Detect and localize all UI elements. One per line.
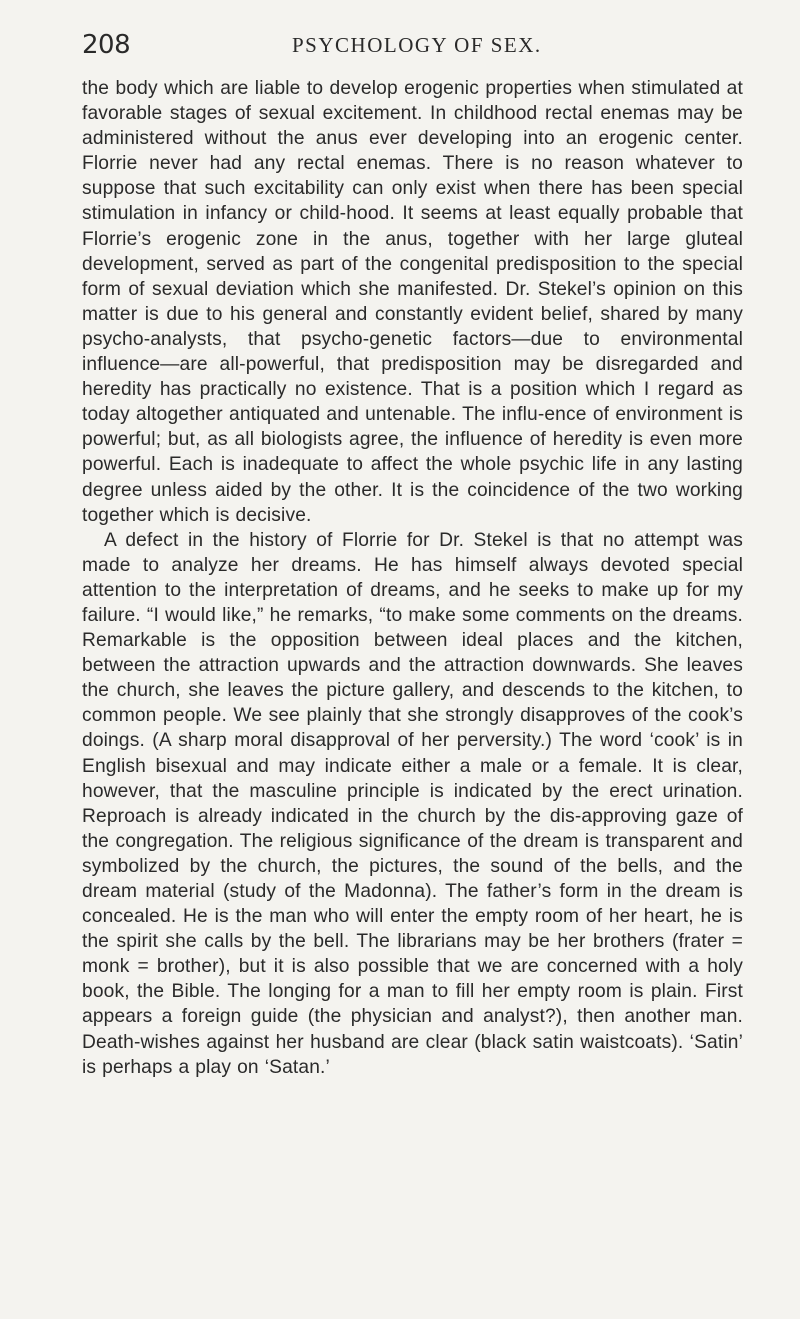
running-head (82, 22, 743, 68)
paragraph-dreams: A defect in the history of Florrie for Dr. Stekel is that no attempt was made to analyze her dreams. He has himself always devoted special attention to the interpretation of dreams, and he seeks to make up for my failure. “I would like,” he remarks, “to make some comments on the dreams. Remarkable is the opposition between ideal places and the kitchen, between the attraction upwards and the attraction downwards. She leaves the church, she leaves the picture gallery, and descends to the kitchen, to common people. We see plainly that she strongly disapproves of the cook’s doings. (A sharp moral disapproval of her perversity.) The word ‘cook’ is in English bisexual and may indicate either a male or a female. It is clear, however, that the masculine principle is indicated by the erect urination. Reproach is already indicated in the church by the dis-approving gaze of the congregation. The religious significance of the dream is transparent and symbolized by the church, the pictures, the sound of the bells, and the dream material (study of the Madonna). The father’s form in the dream is concealed. He is the man who will enter the empty room of her heart, he is the spirit she calls by the bell. The librarians may be her brothers (frater = monk = brother), but it is also possible that we are concerned with a holy book, the Bible. The longing for a man to fill her empty room is plain. First appears a foreign guide (the physician and analyst?), then another man. Death-wishes against her husband are clear (black satin waistcoats). ‘Satin’ is perhaps a play on ‘Satan.’ (82, 529, 743, 1078)
body-text (82, 76, 743, 1080)
paragraph-continued: the body which are liable to develop erogenic properties when stimulated at favorable stages of sexual excitement. In childhood rectal enemas may be administered without the anus ever developing into an erogenic center. Florrie never had any rectal enemas. There is no reason whatever to suppose that such excitability can only exist when there has been special stimulation in infancy or child-hood. It seems at least equally probable that Florrie’s erogenic zone in the anus, together with her large gluteal development, served as part of the congenital predisposition to the special form of sexual deviation which she manifested. Dr. Stekel’s opinion on this matter is due to his general and constantly evident belief, shared by many psycho-analysts, that psycho-genetic factors—due to environmental influence—are all-powerful, that predisposition may be disregarded and heredity has practically no existence. That is a position which I regard as today altogether antiquated and untenable. The influ-ence of environment is powerful; but, as all biologists agree, the influence of heredity is even more powerful. Each is inadequate to affect the whole psychic life in any lasting degree unless aided by the other. It is the coincidence of the two working together which is decisive. (82, 78, 743, 526)
running-title: PSYCHOLOGY OF SEX. (292, 33, 542, 57)
page-number: 208 (82, 30, 131, 60)
